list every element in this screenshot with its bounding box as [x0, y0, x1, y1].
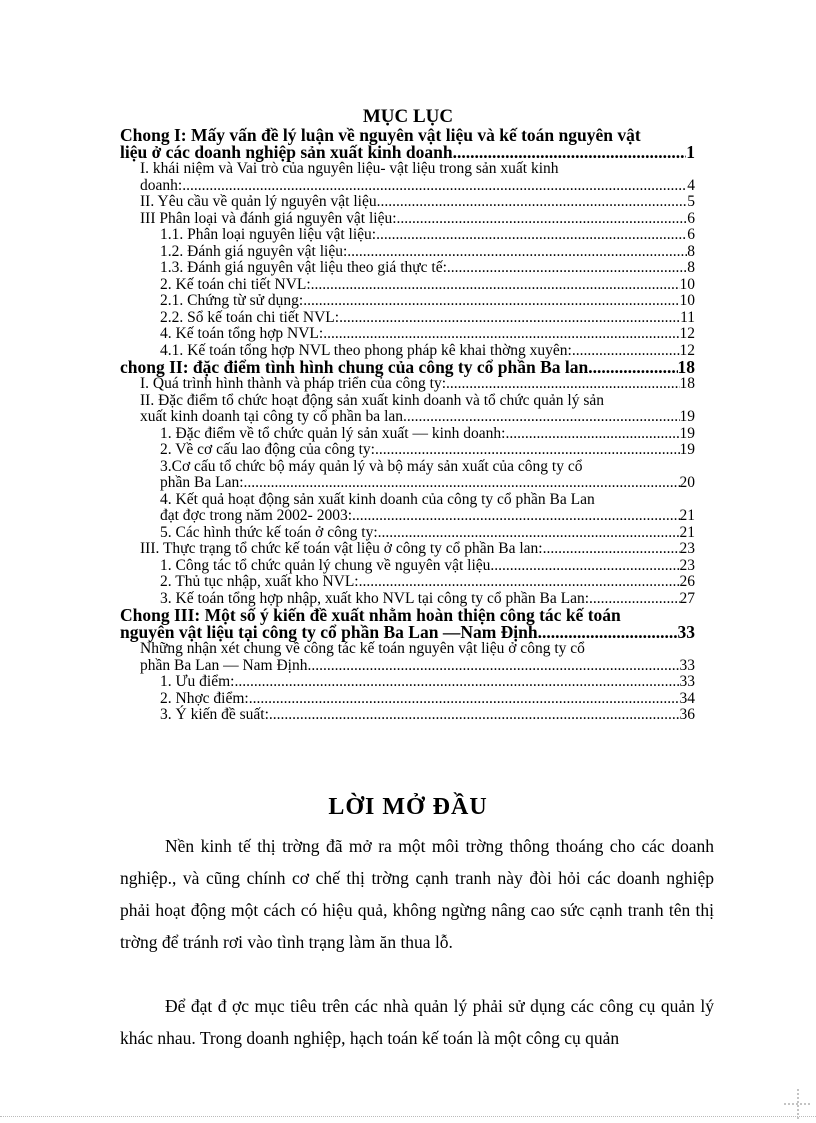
- toc-page-number: 36: [679, 706, 695, 723]
- toc-page-number: 10: [679, 275, 695, 293]
- toc-entry[interactable]: [120, 574, 695, 591]
- page-bottom-rule: [0, 1116, 816, 1117]
- toc-entry[interactable]: [120, 691, 695, 708]
- toc-page-number: 6: [687, 209, 695, 227]
- toc-page-number: 5: [687, 193, 695, 210]
- intro-title: LỜI MỞ ĐẦU: [328, 794, 488, 820]
- toc-page-number: 33: [677, 622, 695, 642]
- toc-entry[interactable]: [120, 707, 695, 724]
- toc-title: MỤC LỤC: [362, 106, 454, 127]
- toc-page-number: 34: [679, 689, 695, 707]
- intro-paragraph-1: Nền kinh tế thị trờng đã mở ra một môi trờng thông thoáng cho các doanh nghiệp., và cũng chính cơ chế thị trờng cạnh tranh này đòi hỏi các doanh nghiệp phải hoạt động một cách có hiệu quả, không ngừng nâng cao sức cạnh tranh tên thị trờng để tránh rơi vào tình trạng làm ăn thua lỗ.: [120, 836, 714, 952]
- toc-page-number: 21: [679, 523, 695, 541]
- toc-entry-text: đạt đợc trong năm 2002- 2003:: [160, 507, 353, 524]
- toc-entry-text: Chong I: Mấy vấn đề lý luận về nguyên vật liệu và kế toán nguyên vật: [120, 125, 641, 145]
- toc-leader-dots: [505, 426, 679, 443]
- toc-entry[interactable]: [120, 376, 695, 393]
- toc-page-number: 11: [680, 308, 695, 326]
- toc-entry[interactable]: [120, 310, 695, 327]
- toc-entry[interactable]: [120, 492, 695, 525]
- toc-entry-text: 4. Kết quả hoạt động sản xuất kinh doanh của công ty cổ phần Ba Lan: [160, 490, 595, 508]
- toc-leader-dots: [446, 376, 679, 393]
- toc-page-number: 8: [687, 242, 695, 260]
- toc-page-number: 6: [687, 226, 695, 243]
- toc-entry-text: 3. Ý kiến đề suất:: [160, 706, 269, 723]
- toc-page-number: 12: [679, 325, 695, 342]
- toc-page-number: 23: [679, 540, 695, 557]
- toc-entry-text: 1.3. Đánh giá nguyên vật liệu theo giá thực tế:: [160, 259, 447, 276]
- intro-body: [120, 830, 714, 1054]
- toc-leader-dots: [359, 574, 680, 591]
- toc-page-number: 21: [679, 507, 695, 524]
- toc-entry[interactable]: [120, 359, 695, 376]
- toc-page-number: 10: [679, 292, 695, 309]
- toc-leader-dots: [303, 293, 679, 310]
- toc-entry[interactable]: [120, 607, 695, 641]
- toc-page-number: 26: [679, 573, 695, 590]
- toc-leader-dots: [244, 475, 680, 492]
- toc-page-number: 18: [677, 357, 695, 377]
- toc-page-number: 18: [679, 375, 695, 392]
- toc-entry-text: 2. Kế toán chi tiết NVL:: [160, 275, 311, 293]
- toc-leader-dots: [375, 442, 680, 459]
- toc-entry[interactable]: [120, 244, 695, 261]
- toc-entry-text: phần Ba Lan:: [160, 474, 244, 491]
- toc-leader-dots: [269, 707, 680, 724]
- toc-entry[interactable]: [120, 541, 695, 558]
- toc-entry-text: Chong III: Một số ý kiến đề xuất nhằm hoàn thiện công tác kế toán: [120, 605, 621, 625]
- toc-leader-dots: [378, 525, 680, 542]
- toc-entry[interactable]: [120, 459, 695, 492]
- toc-leader-dots: [403, 409, 679, 426]
- toc-entry-text: doanh:: [140, 176, 183, 194]
- toc-entry-text: III. Thực trạng tổ chức kế toán vật liệu ở công ty cổ phần Ba lan:: [140, 540, 543, 557]
- toc-entry-text: 4. Kế toán tổng hợp NVL:: [160, 325, 324, 342]
- toc-entry-text: 2. Thủ tục nhập, xuất kho NVL:: [160, 573, 359, 590]
- toc-entry-text: 1.1. Phân loại nguyên liệu vật liệu:: [160, 226, 377, 243]
- toc-page-number: 19: [679, 408, 695, 425]
- toc-leader-dots: [376, 227, 687, 244]
- toc-entry-text: xuất kinh doanh tại công ty cổ phần ba lan: [140, 408, 404, 425]
- toc-leader-dots: [494, 558, 679, 575]
- toc-page-number: 20: [679, 474, 695, 491]
- toc-entry-text: phần Ba Lan — Nam Định.: [140, 656, 312, 674]
- toc-page-number: 33: [679, 673, 695, 690]
- toc-entry-text: I. khái niệm và Vai trò của nguyên liệu- vật liệu trong sản xuất kinh: [140, 160, 559, 177]
- toc-entry[interactable]: [120, 326, 695, 343]
- toc-leader-dots: [311, 658, 679, 675]
- toc-entry-text: 2.2. Sổ kế toán chi tiết NVL:: [160, 308, 340, 326]
- toc-leader-dots: [377, 194, 688, 211]
- toc-entry-text: 4.1. Kế toán tổng hợp NVL theo phong pháp kê khai thờng xuyên:: [160, 341, 572, 359]
- toc-page-number: 23: [679, 556, 695, 574]
- toc-entry-text: 3.Cơ cấu tổ chức bộ máy quản lý và bộ máy sản xuất của công ty cổ: [160, 457, 583, 475]
- toc-entry-text: nguyên vật liệu tại công ty cổ phần Ba Lan —Nam Định: [120, 622, 538, 642]
- toc-entry-text: I. Quá trình hình thành và pháp triển của công ty:: [140, 375, 447, 392]
- intro-paragraph-2: Để đạt đ ợc mục tiêu trên các nhà quản lý phải sử dụng các công cụ quản lý khác nhau. Trong doanh nghiệp, hạch toán kế toán là một công cụ quản: [120, 996, 714, 1048]
- toc-entry[interactable]: [120, 293, 695, 310]
- toc-entry[interactable]: [120, 260, 695, 277]
- toc-entry[interactable]: [120, 674, 695, 691]
- toc-entry[interactable]: [120, 277, 695, 294]
- toc-page-number: 19: [679, 441, 695, 458]
- toc-leader-dots: [538, 624, 678, 641]
- toc-leader-dots: [234, 674, 679, 691]
- toc-entry-text: 2. Nhợc điểm:: [160, 689, 249, 707]
- toc-page-number: 33: [679, 656, 695, 674]
- toc-page-number: 12: [679, 341, 695, 359]
- table-of-contents: [120, 127, 695, 724]
- toc-entry[interactable]: [120, 393, 695, 426]
- toc-entry-text: 1.2. Đánh giá nguyên vật liệu:: [160, 242, 348, 260]
- toc-leader-dots: [352, 508, 679, 525]
- toc-entry-text: II. Yêu cầu về quản lý nguyên vật liệu: [140, 193, 377, 210]
- toc-leader-dots: [447, 260, 687, 277]
- toc-entry-text: 2.1. Chứng từ sử dụng:: [160, 292, 304, 309]
- toc-entry[interactable]: [120, 211, 695, 228]
- toc-page-number: 1: [686, 142, 695, 162]
- toc-entry-text: 2. Về cơ cấu lao động của công ty:: [160, 441, 375, 458]
- toc-entry-text: 1. Công tác tổ chức quản lý chung về nguyên vật liệu.: [160, 556, 495, 574]
- toc-leader-dots: [311, 277, 680, 294]
- toc-entry-text: 1. Ưu điểm:: [160, 673, 235, 690]
- toc-entry[interactable]: [120, 127, 695, 161]
- toc-leader-dots: [182, 178, 687, 195]
- toc-entry[interactable]: [120, 227, 695, 244]
- toc-leader-dots: [347, 244, 687, 261]
- toc-page-number: 8: [687, 259, 695, 276]
- toc-page-number: 19: [679, 424, 695, 442]
- toc-page-number: 27: [679, 589, 695, 607]
- toc-entry[interactable]: [120, 426, 695, 443]
- toc-leader-dots: [572, 343, 680, 360]
- toc-entry-text: III Phân loại và đánh giá nguyên vật liệu:: [140, 209, 397, 227]
- toc-entry-text: 1. Đặc điểm về tổ chức quản lý sản xuất — kinh doanh:: [160, 424, 506, 442]
- toc-leader-dots: [588, 359, 677, 376]
- toc-leader-dots: [397, 211, 688, 228]
- toc-entry[interactable]: [120, 194, 695, 211]
- toc-entry-text: chong II: đặc điểm tình hình chung của công ty cổ phần Ba lan: [120, 357, 589, 377]
- toc-leader-dots: [453, 144, 687, 161]
- toc-leader-dots: [543, 541, 680, 558]
- toc-entry-text: 3. Kế toán tổng hợp nhập, xuất kho NVL tại công ty cổ phần Ba Lan:: [160, 589, 590, 607]
- toc-page-number: 4: [687, 176, 695, 194]
- toc-leader-dots: [249, 691, 680, 708]
- toc-entry-text: 5. Các hình thức kế toán ở công ty:: [160, 523, 378, 541]
- toc-entry-text: liệu ở các doanh nghiệp sản xuất kinh doanh: [120, 142, 453, 162]
- page-corner-mark: [784, 1089, 812, 1119]
- toc-entry[interactable]: [120, 558, 695, 575]
- toc-entry[interactable]: [120, 161, 695, 194]
- toc-leader-dots: [323, 326, 679, 343]
- toc-leader-dots: [339, 310, 680, 327]
- toc-entry-text: II. Đặc điểm tổ chức hoạt động sản xuất kinh doanh và tổ chức quản lý sản: [140, 391, 605, 409]
- toc-entry[interactable]: [120, 442, 695, 459]
- toc-entry-text: Những nhận xét chung về công tác kế toán nguyên vật liệu ở công ty cổ: [140, 640, 585, 657]
- toc-entry[interactable]: [120, 641, 695, 674]
- toc-entry[interactable]: [120, 525, 695, 542]
